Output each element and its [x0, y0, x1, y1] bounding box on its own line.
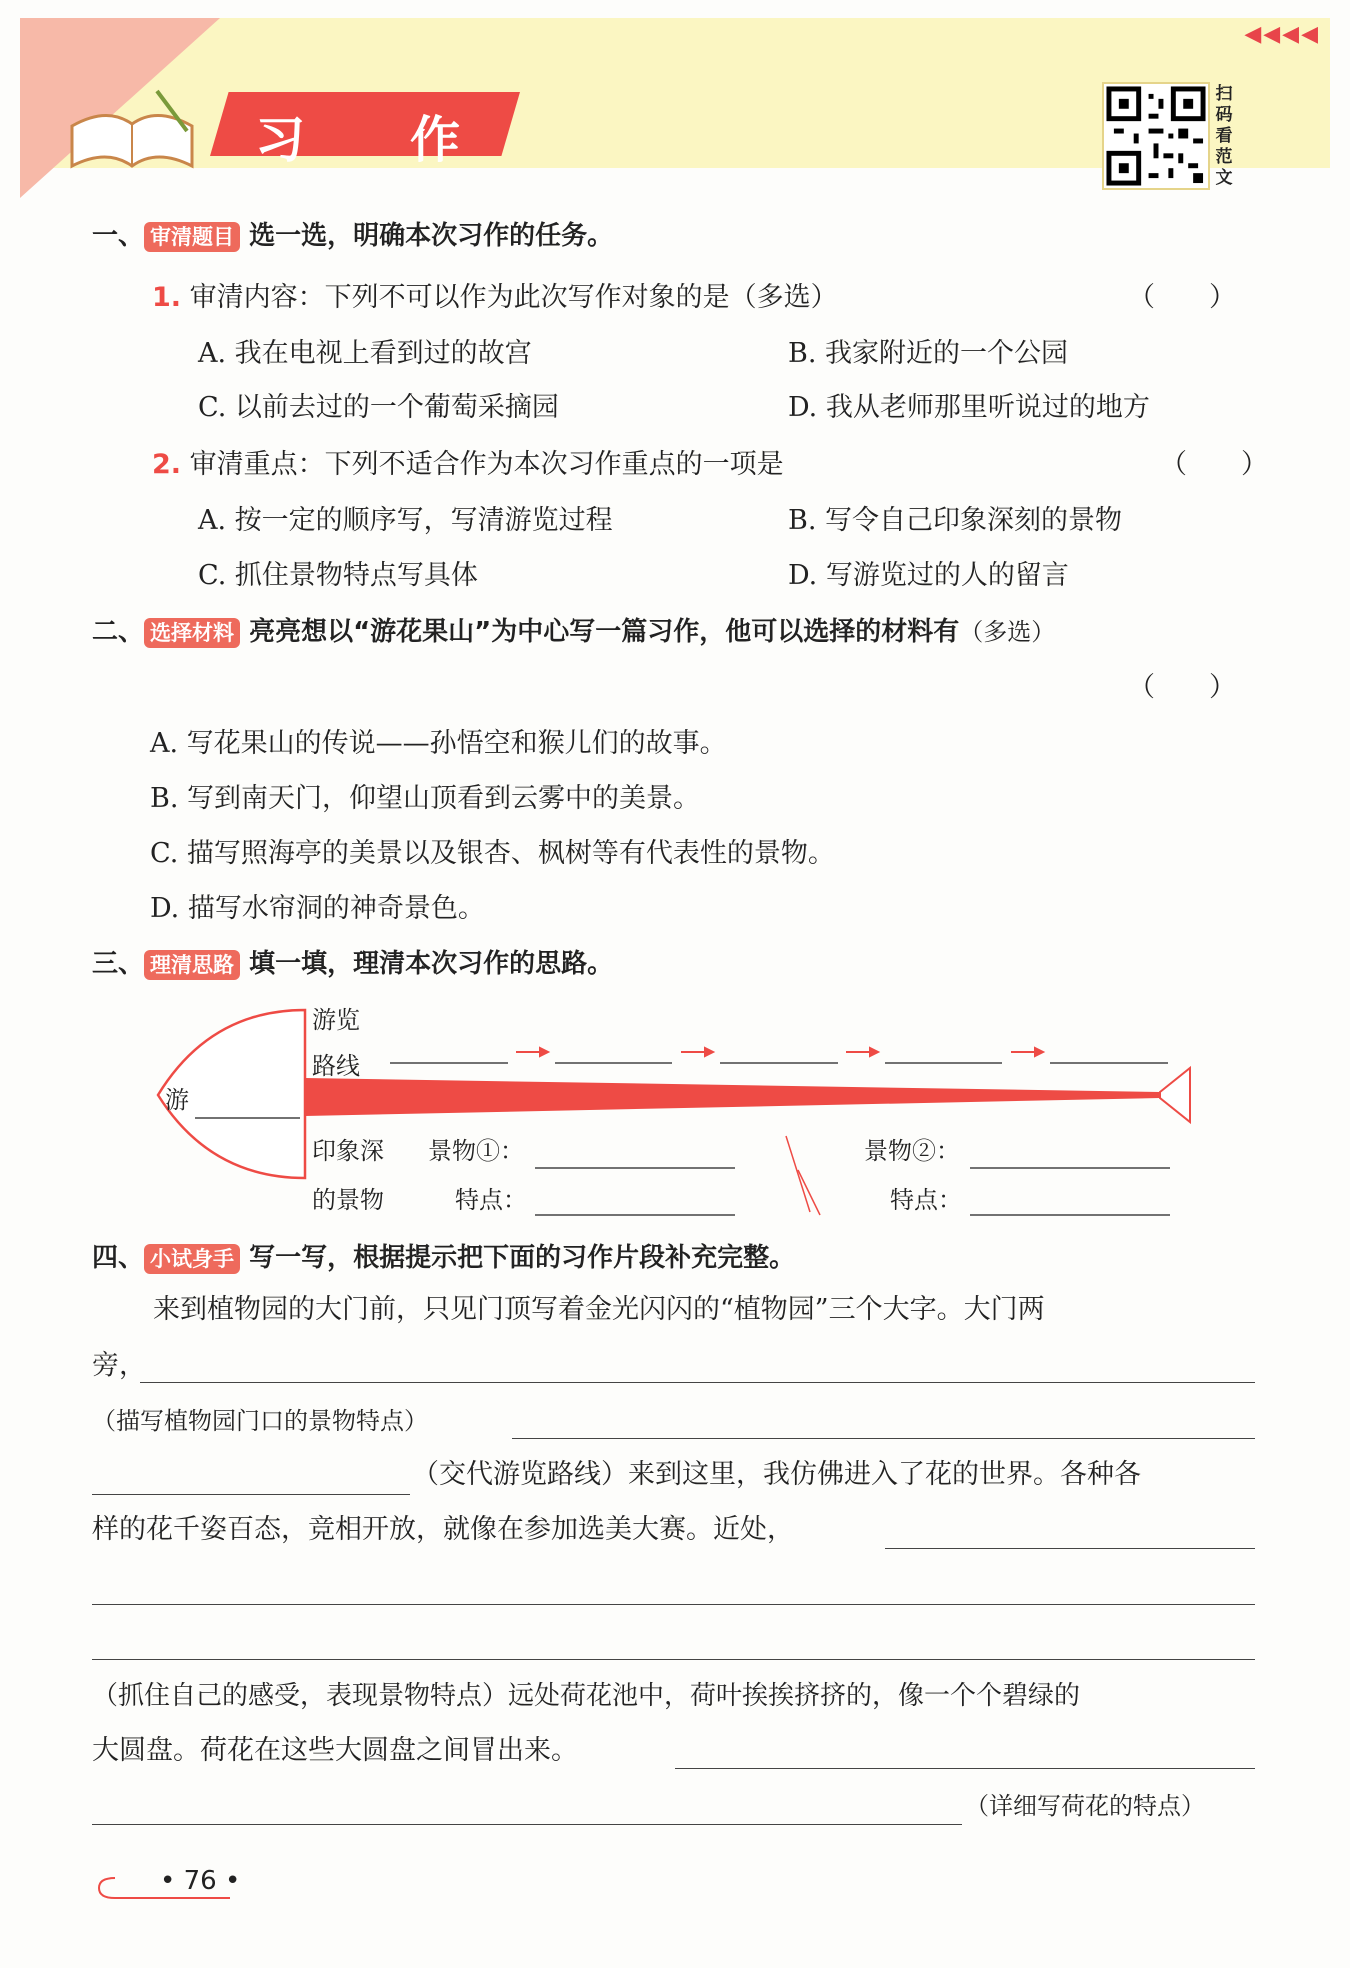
passage-line-1: 来到植物园的大门前，只见门顶写着金光闪闪的“植物园”三个大字。大门两: [153, 1294, 1045, 1325]
title-char-1: 习: [255, 111, 305, 169]
s2-option-a[interactable]: A. 写花果山的传说——孙悟空和猴儿们的故事。: [150, 728, 727, 759]
s2-option-b[interactable]: B. 写到南天门，仰望山顶看到云雾中的美景。: [150, 783, 701, 814]
blank-line[interactable]: [92, 1659, 1255, 1660]
route-label-1: 游览: [312, 1006, 360, 1034]
section1-heading: 一、 审清题目 选一选，明确本次习作的任务。: [92, 221, 614, 251]
passage-line-5: （抓住自己的感受，表现景物特点）远处荷花池中，荷叶挨挨挤挤的，像一个个碧绿的: [92, 1681, 1081, 1711]
q2-stem: 2. 审清重点：下列不适合作为本次习作重点的一项是: [152, 449, 784, 480]
passage-line-2: 旁，: [92, 1350, 146, 1381]
route-label-2: 路线: [312, 1052, 360, 1080]
feature2-label: 特点：: [890, 1186, 962, 1214]
passage-line-3: （交代游览路线）来到这里，我仿佛进入了花的世界。各种各: [412, 1459, 1141, 1490]
section4-heading: 四、 小试身手 写一写，根据提示把下面的习作片段补充完整。: [92, 1243, 796, 1273]
blank-line[interactable]: [512, 1438, 1255, 1439]
title-char-2: 作: [410, 111, 460, 169]
trip-label: 游: [165, 1086, 189, 1114]
passage-line-4: 样的花千姿百态，竞相开放，就像在参加选美大赛。近处，: [92, 1514, 794, 1545]
impress-label-1: 印象深: [312, 1137, 384, 1165]
blank-line[interactable]: [885, 1548, 1255, 1549]
q2-option-b[interactable]: B. 写令自己印象深刻的景物: [788, 505, 1123, 536]
passage-line-6: 大圆盘。荷花在这些大圆盘之间冒出来。: [92, 1735, 578, 1766]
blank-line[interactable]: [92, 1604, 1255, 1605]
route-arrow-icon: [516, 1048, 1043, 1056]
impress-label-2: 的景物: [312, 1186, 384, 1214]
scene1-label: 景物①：: [428, 1137, 524, 1165]
q1-stem: 1. 审清内容：下列不可以作为此次写作对象的是（多选）: [152, 282, 838, 313]
arrow-decor-icon: ◀◀◀◀: [1244, 22, 1320, 47]
route-diagram: [150, 1000, 1200, 1220]
section2-answer-paren[interactable]: （ ）: [1128, 672, 1236, 703]
hint-lotus: （详细写荷花的特点）: [965, 1792, 1205, 1820]
q2-option-d[interactable]: D. 写游览过的人的留言: [788, 560, 1069, 591]
section1-tag: 审清题目: [144, 222, 240, 252]
hint-gate: （描写植物园门口的景物特点）: [92, 1407, 428, 1435]
s2-option-d[interactable]: D. 描写水帘洞的神奇景色。: [150, 893, 485, 924]
qr-code-icon[interactable]: [1102, 82, 1210, 190]
section2-tag: 选择材料: [144, 618, 240, 648]
q1-option-c[interactable]: C. 以前去过的一个葡萄采摘园: [198, 392, 559, 423]
qr-label: 扫 码 看 范 文: [1215, 84, 1233, 188]
section3-tag: 理清思路: [144, 950, 240, 980]
q2-answer-paren[interactable]: （ ）: [1160, 449, 1268, 480]
section2-heading: 二、 选择材料 亮亮想以“游花果山”为中心写一篇习作，他可以选择的材料有（多选）: [92, 617, 1056, 647]
q1-option-a[interactable]: A. 我在电视上看到过的故宫: [198, 338, 532, 369]
section3-heading: 三、 理清思路 填一填，理清本次习作的思路。: [92, 949, 614, 979]
q1-option-d[interactable]: D. 我从老师那里听说过的地方: [788, 392, 1150, 423]
feature1-label: 特点：: [455, 1186, 527, 1214]
section4-tag: 小试身手: [144, 1244, 240, 1274]
blank-line[interactable]: [92, 1494, 410, 1495]
open-book-icon: [62, 86, 202, 176]
page-number: • 76 •: [160, 1866, 241, 1896]
blank-line[interactable]: [92, 1824, 962, 1825]
q1-option-b[interactable]: B. 我家附近的一个公园: [788, 338, 1069, 369]
scene2-label: 景物②：: [864, 1137, 960, 1165]
blank-line[interactable]: [675, 1768, 1255, 1769]
blank-line[interactable]: [140, 1382, 1255, 1383]
q1-answer-paren[interactable]: （ ）: [1128, 282, 1236, 313]
q2-option-c[interactable]: C. 抓住景物特点写具体: [198, 560, 478, 591]
q2-option-a[interactable]: A. 按一定的顺序写，写清游览过程: [198, 505, 613, 536]
s2-option-c[interactable]: C. 描写照海亭的美景以及银杏、枫树等有代表性的景物。: [150, 838, 835, 869]
